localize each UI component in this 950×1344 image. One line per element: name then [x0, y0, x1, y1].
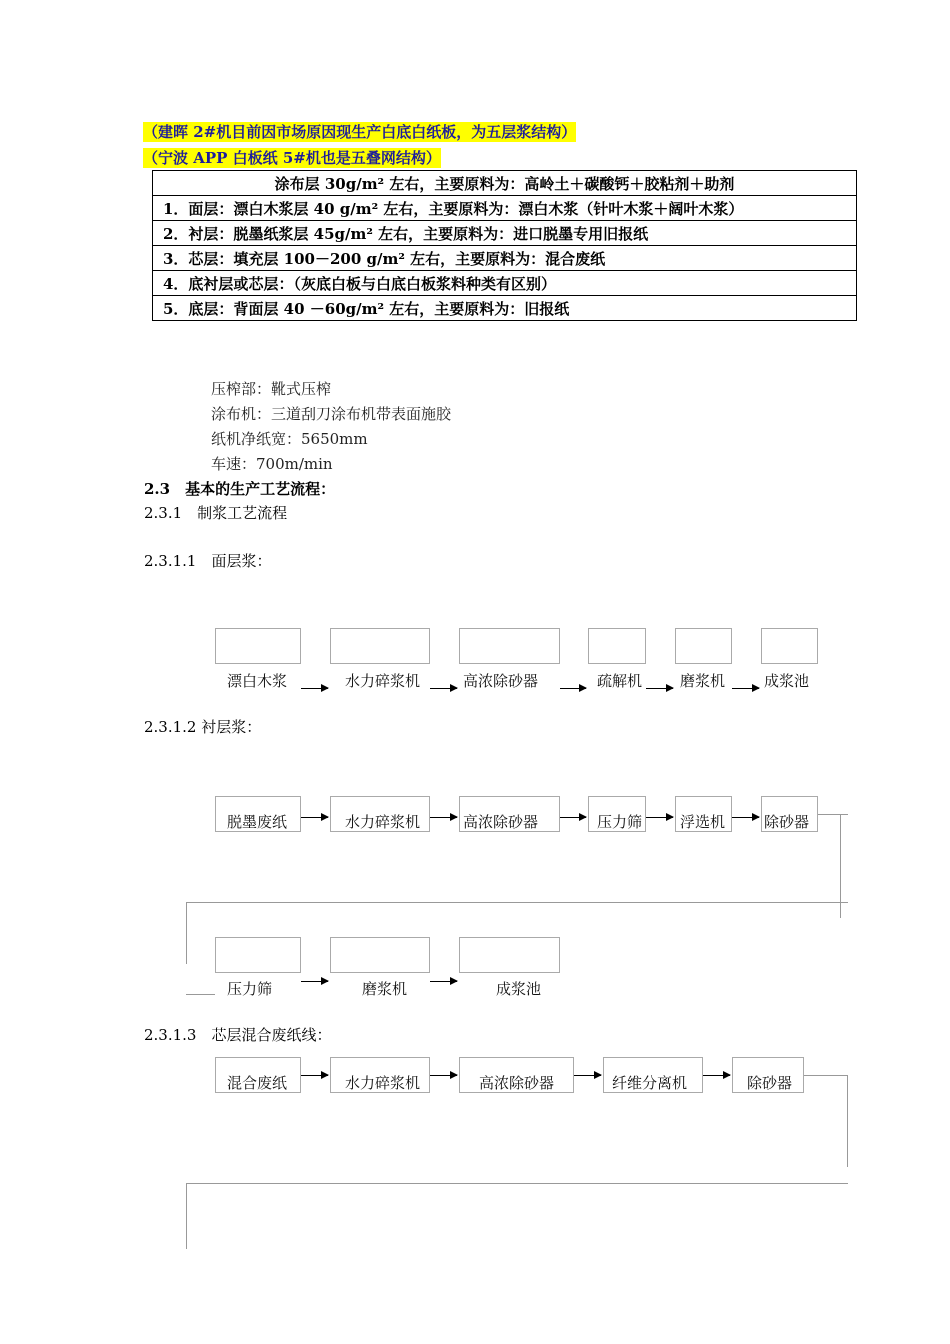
flow-label: 高浓除砂器: [463, 813, 539, 831]
arrow-icon: [430, 981, 457, 982]
table-row: [153, 296, 857, 321]
spec-speed: 车速：700m/min: [211, 455, 333, 473]
table-row: [153, 221, 857, 246]
arrow-icon: [301, 1075, 328, 1076]
table-cell: 3．芯层：填充层 100－200 g/m² 左右，主要原料为：混合废纸: [153, 246, 857, 271]
spec-width: 纸机净纸宽：5650mm: [211, 430, 368, 448]
flow-label: 混合废纸: [227, 1074, 288, 1092]
arrow-icon: [301, 981, 328, 982]
connector-line: [186, 1183, 848, 1184]
spec-coater: 涂布机：三道刮刀涂布机带表面施胶: [211, 405, 452, 423]
flow-box: [459, 628, 560, 664]
flow-box: [215, 937, 301, 973]
connector-line: [186, 902, 187, 964]
connector-line: [847, 1075, 848, 1167]
arrow-icon: [430, 688, 457, 689]
note-line-2: （宁波 APP 白板纸 5#机也是五叠网结构）: [143, 149, 441, 167]
flow-label: 成浆池: [496, 980, 542, 998]
arrow-icon: [560, 688, 586, 689]
flow-label: 高浓除砂器: [463, 672, 539, 690]
table-row: [153, 271, 857, 296]
arrow-icon: [560, 817, 586, 818]
flow-label: 除砂器: [764, 813, 810, 831]
flow-box: [330, 628, 430, 664]
heading-2-3: 2.3 基本的生产工艺流程：: [144, 480, 336, 498]
connector-line: [186, 994, 215, 995]
flow-label: 磨浆机: [680, 672, 726, 690]
connector-line: [804, 1075, 848, 1076]
flow-label: 高浓除砂器: [479, 1074, 555, 1092]
arrow-icon: [430, 817, 457, 818]
heading-2-3-1: 2.3.1 制浆工艺流程: [144, 504, 288, 522]
arrow-icon: [646, 688, 673, 689]
note-line-1: （建晖 2#机目前因市场原因现生产白底白纸板，为五层浆结构）: [143, 123, 577, 141]
arrow-icon: [732, 817, 759, 818]
flow-label: 纤维分离机: [612, 1074, 688, 1092]
connector-line: [186, 1183, 187, 1249]
arrow-icon: [574, 1075, 601, 1076]
arrow-icon: [430, 1075, 457, 1076]
connector-line: [818, 814, 848, 815]
flow-box: [459, 937, 560, 973]
flow-box: [215, 628, 301, 664]
flow-label: 磨浆机: [362, 980, 408, 998]
table-cell: 涂布层 30g/m² 左右，主要原料为：高岭土＋碳酸钙＋胶粘剂＋助剂: [153, 171, 857, 196]
connector-line: [186, 902, 848, 903]
flow-box: [330, 937, 430, 973]
flow-label: 水力碎浆机: [345, 1074, 421, 1092]
flow-label: 漂白木浆: [227, 672, 288, 690]
table-cell: 5．底层：背面层 40 －60g/m² 左右，主要原料为：旧报纸: [153, 296, 857, 321]
flow-label: 水力碎浆机: [345, 813, 421, 831]
flow-box: [761, 628, 818, 664]
table-row: [153, 196, 857, 221]
flow-label: 除砂器: [747, 1074, 793, 1092]
heading-2-3-1-3: 2.3.1.3 芯层混合废纸线：: [144, 1026, 332, 1044]
table-cell: 4．底衬层或芯层：（灰底白板与白底白板浆料种类有区别）: [153, 271, 857, 296]
table-row: [153, 171, 857, 196]
arrow-icon: [703, 1075, 730, 1076]
heading-2-3-1-1: 2.3.1.1 面层浆：: [144, 552, 272, 570]
flow-label: 水力碎浆机: [345, 672, 421, 690]
flow-label: 脱墨废纸: [227, 813, 288, 831]
arrow-icon: [732, 688, 759, 689]
flow-box: [588, 628, 646, 664]
arrow-icon: [646, 817, 673, 818]
heading-2-3-1-2: 2.3.1.2 衬层浆：: [144, 718, 262, 736]
flow-box: [675, 628, 732, 664]
table-cell: 1．面层：漂白木浆层 40 g/m² 左右，主要原料为：漂白木浆（针叶木浆＋阔叶木浆）: [153, 196, 857, 221]
flow-label: 压力筛: [597, 813, 643, 831]
flow-label: 浮选机: [680, 813, 726, 831]
flow-label: 疏解机: [597, 672, 643, 690]
arrow-icon: [301, 817, 328, 818]
table-cell: 2．衬层：脱墨纸浆层 45g/m² 左右，主要原料为：进口脱墨专用旧报纸: [153, 221, 857, 246]
layer-structure-table: [152, 170, 857, 321]
arrow-icon: [301, 688, 328, 689]
flow-label: 压力筛: [227, 980, 273, 998]
table-row: [153, 246, 857, 271]
flow-label: 成浆池: [764, 672, 810, 690]
spec-press: 压榨部：靴式压榨: [211, 380, 332, 398]
